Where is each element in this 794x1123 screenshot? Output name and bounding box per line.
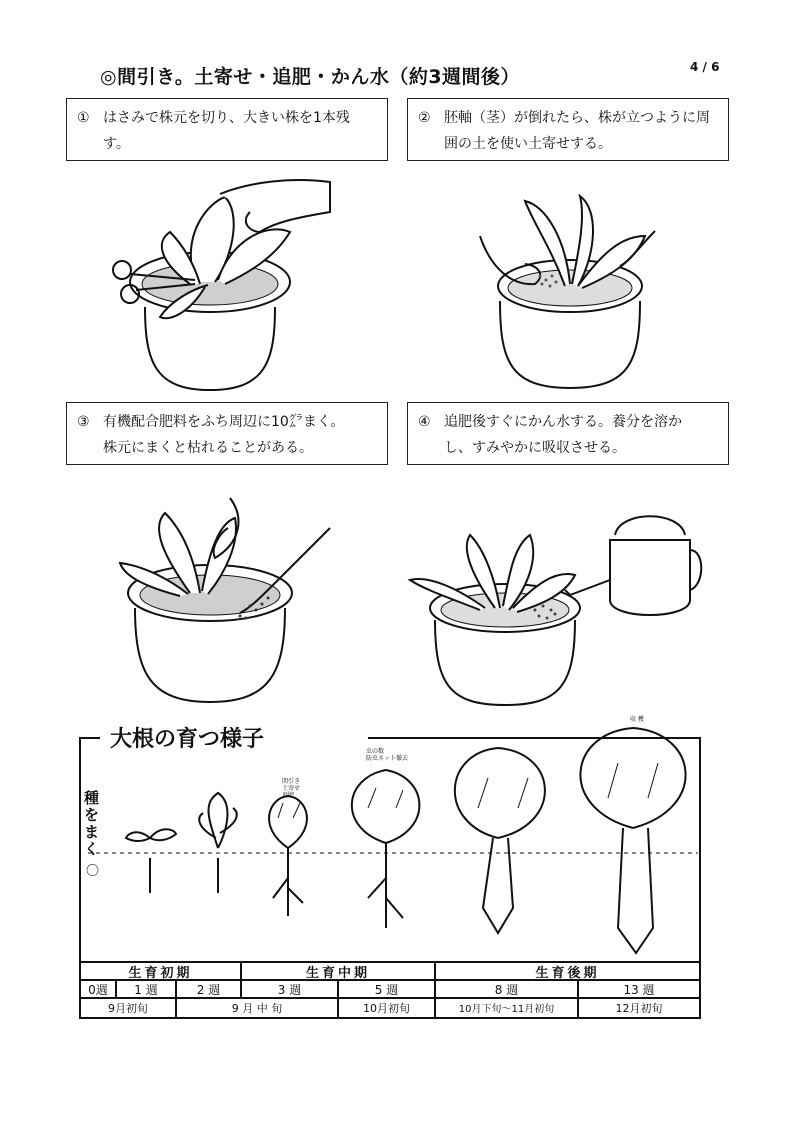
annotation-thinning: 間引き 土寄せ 追肥 [282,778,301,799]
week-cell: 2 週 [196,983,221,997]
step-1-box [66,98,388,161]
chart-title: 大根の育つ様子 [110,727,265,752]
thinning-illustration [100,172,340,394]
step-3-box [66,402,388,465]
step-text: 囲の土を使い土寄せする。 [444,136,612,152]
period-cell: 10月下旬～11月初旬 [458,1004,555,1015]
fertilizer-illustration [110,488,340,706]
step-text: 追肥後すぐにかん水する。養分を溶か [444,414,682,430]
week-cell: 0週 [88,983,108,997]
week-cell: 5 週 [374,983,399,997]
stage-early: 生育初期 [128,966,193,981]
page-number: 4 / 6 [690,60,720,74]
annotation-harvest: 収 穫 [630,716,644,723]
step-2-box [407,98,729,161]
step-number: ③ [77,414,90,430]
period-cell: 12月初旬 [615,1002,663,1015]
step-number: ② [418,110,431,126]
step-number: ④ [418,414,431,430]
sow-label: 種をまく [84,789,100,858]
step-text: はさみで株元を切り、大きい株を1本残 [103,110,350,126]
step-number: ① [77,110,90,126]
period-cell: 9月初旬 [108,1002,148,1015]
step-text: 有機配合肥料をふち周辺に10㌘まく。 [103,414,345,430]
week-cell: 13 週 [623,983,655,997]
step-text: 胚軸（茎）が倒れたら、株が立つように周 [444,110,710,126]
hilling-illustration [470,176,670,392]
period-cell: 9 月 中 旬 [231,1002,283,1015]
week-cell: 1 週 [134,983,158,997]
week-cell: 3 週 [277,983,302,997]
step-text: 株元にまくと枯れることがある。 [103,440,313,456]
stage-late: 生育後期 [535,966,600,981]
period-cell: 10月初旬 [363,1002,410,1015]
step-text: す。 [103,136,130,152]
watering-illustration [405,510,705,710]
step-text: し、すみやかに吸収させる。 [444,440,626,456]
week-cell: 8 週 [494,983,519,997]
page-title: ◎間引き。土寄せ・追肥・かん水（約3週間後） [100,66,521,88]
step-4-box [407,402,729,465]
stage-mid: 生育中期 [305,966,370,981]
sow-mark: 〇 [86,864,100,879]
annotation-net: 虫の数 防虫ネット撤去 [366,748,409,762]
